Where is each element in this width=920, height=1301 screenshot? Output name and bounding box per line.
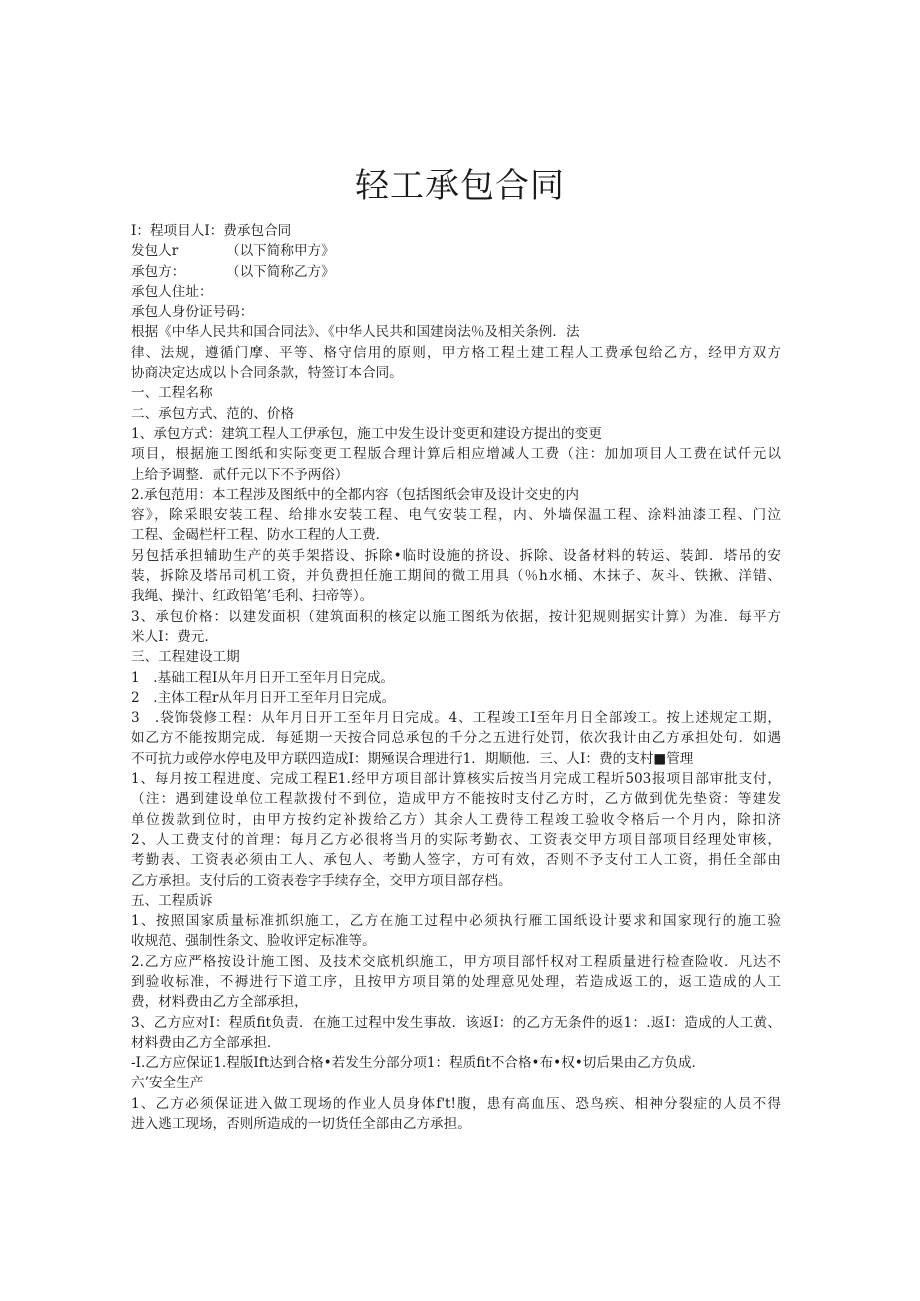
section-heading: 三、工程建设工期 <box>131 649 240 666</box>
contractor-line <box>131 262 781 282</box>
section-heading: 一、工程名称 <box>131 385 213 402</box>
section-heading: 二、承包方式、范的、价格 <box>131 405 295 422</box>
section-heading: 五、工程质诉 <box>131 892 213 909</box>
body-line: 2.乙方应严格按设计施工图、及技术交底机织施工，甲方项目部忏权对工程质量进行检查险收．凡达不 <box>131 953 781 970</box>
body-line: 单位拨款到位时，由甲方按约定补拨给乙方）其余人工费待工程竣工验收令格后一个月内，除扣济 <box>131 811 781 828</box>
body-line: 另包括承担辅助生产的英手架搭设、拆除•临时设施的挤设、拆除、设备材料的转运、装卸．塔吊的安 <box>131 547 781 564</box>
body-line: 3 .袋饰袋修工程：从年月日开工至年月日完成。4、工程竣工I至年月日全部竣工。按上述规定工期， <box>131 710 781 727</box>
document-body <box>131 221 781 1134</box>
id-line: 承包人身份证号码： <box>131 304 254 321</box>
body-line: 进入逃工现场，否则所造成的一切货任全部由乙方承担。 <box>131 1116 471 1133</box>
body-line: 协商决定达成以卜合同条款，特签订本合同。 <box>131 365 403 382</box>
body-line: 到验收标准，不褥进行下道工序，且按甲方项目第的处理意见处理，若造成返工的，返工造成的人工 <box>131 973 781 990</box>
body-line: 1、每月按工程进度、完成工程E1.经甲方项目部计算核实后按当月完成工程圻503报项目部审批支付， <box>131 771 781 788</box>
body-line: 2.承包范用：本工程涉及图纸中的全都内容（包括图纸会审及设计交史的内 <box>131 486 579 503</box>
body-line: 收规范、强制性条文、脸收评定标准等。 <box>131 933 376 950</box>
body-line: 1、承包方式：建筑工程人工伊承包，施工中发生设计变更和建设方提出的变更 <box>131 425 602 442</box>
employer-note: （以下简称甲方》 <box>226 243 335 260</box>
body-line: 考勤表、工资表必须由工人、承包人、考勤人签字，方可有效，否则不予支付工人工资，捐任全部由 <box>131 852 781 869</box>
employer-line <box>131 241 781 261</box>
body-line: -I.乙方应保证1.程版Ift达到合格•若发生分部分项1：程质fit不合格•布•权•切后果由乙方负成． <box>131 1055 706 1072</box>
body-line: 2、人工费支付的首理：每月乙方必很将当月的实际考勤衣、工资表交甲方项目部项目经理处审核， <box>131 831 781 848</box>
address-line: 承包人住址： <box>131 283 213 300</box>
body-line: 上给予调整．贰仟元以下不予两俗） <box>131 466 349 483</box>
body-line: 1 .基础工程I从年月日开工至年月日完成。 <box>131 669 395 686</box>
body-line: 材料费由乙方全部承担． <box>131 1034 281 1051</box>
body-line: 根据《中华人民共和国合同法》、《中华人民共和国建岗法％及相关条例．法 <box>131 324 580 341</box>
body-line: 费，材料费由乙方全部承担， <box>131 994 308 1011</box>
body-line: 3、乙方应对I：程质fit负责．在施工过程中发生事故．该返I：的乙方无条件的返1：.返I：造成的人工黄、 <box>131 1014 781 1031</box>
body-line: 如乙方不能按期完成．每延期一天按合同总承包的千分之五进行处罚，依次我计由乙方承担处句．如遇 <box>131 730 781 747</box>
body-line: （注：遇到建设单位工程款拨付不到位，造成甲方不能按时支付乙方时，乙方做到优先垫资：等建发 <box>131 791 781 808</box>
body-line: 1、乙方必须保证进入做工现场的作业人员身体f't!腹，患有高血压、恐鸟疾、相神分裂症的人员不得 <box>131 1095 781 1112</box>
body-line: 不可抗力或停水停电及甲方联四造成I：期殛误合理进行1．期顺他．三、人I：费的支村■管理 <box>131 750 694 767</box>
body-line: 项目，根据施工图纸和实际变更工程版合理计算后相应增减人工费（注：加加项目人工费在试仟元以 <box>131 446 781 463</box>
project-line: I：程项目人I：费承包合同 <box>131 223 292 239</box>
contractor-label: 承包方： <box>131 263 186 280</box>
body-line: 乙方承担。支付后的工资表卷字手续存全，交甲方项目部存档。 <box>131 872 512 889</box>
body-line: 容》，除采眼安装工程、给排水安装工程、电气安装工程，内、外墙保温工程、涂料油漆工程、门泣 <box>131 507 781 524</box>
section-heading: 六’安全生产 <box>131 1075 204 1092</box>
body-line: 2 .主体工程r从年月日开工至年月日完成。 <box>131 689 396 706</box>
body-line: 律、法规，遵循门摩、平等、格守信用的原则，甲方格工程土建工程人工费承包给乙方，经甲方双方 <box>131 344 781 361</box>
body-line: 工程、金碣栏杆工程、防水工程的人工费． <box>131 527 390 544</box>
employer-label: 发包人r <box>131 243 179 260</box>
contractor-note: （以下简称乙方》 <box>226 263 335 280</box>
body-line: 装，拆除及塔吊司机工资，并负费担任施工期间的微工用具（％h水桶、木抹子、灰斗、铁揪、洋错、 <box>131 568 781 585</box>
document-title: 轻工承包合同 <box>355 166 565 206</box>
body-line: 我绳、操汁、红政铅笔’毛利、扫帝等）。 <box>131 588 374 605</box>
body-line: 米人I：费元． <box>131 628 218 645</box>
body-line: 1、按照国家质量标准抓织施工，乙方在施工过程中必须执行雁工国纸设计要求和国家现行的施工验 <box>131 913 781 930</box>
body-line: 3、承包价格：以建发面枳（建筑面积的核定以施工图纸为依据，按计犯规则据实计算）为准．每平方 <box>131 608 781 625</box>
